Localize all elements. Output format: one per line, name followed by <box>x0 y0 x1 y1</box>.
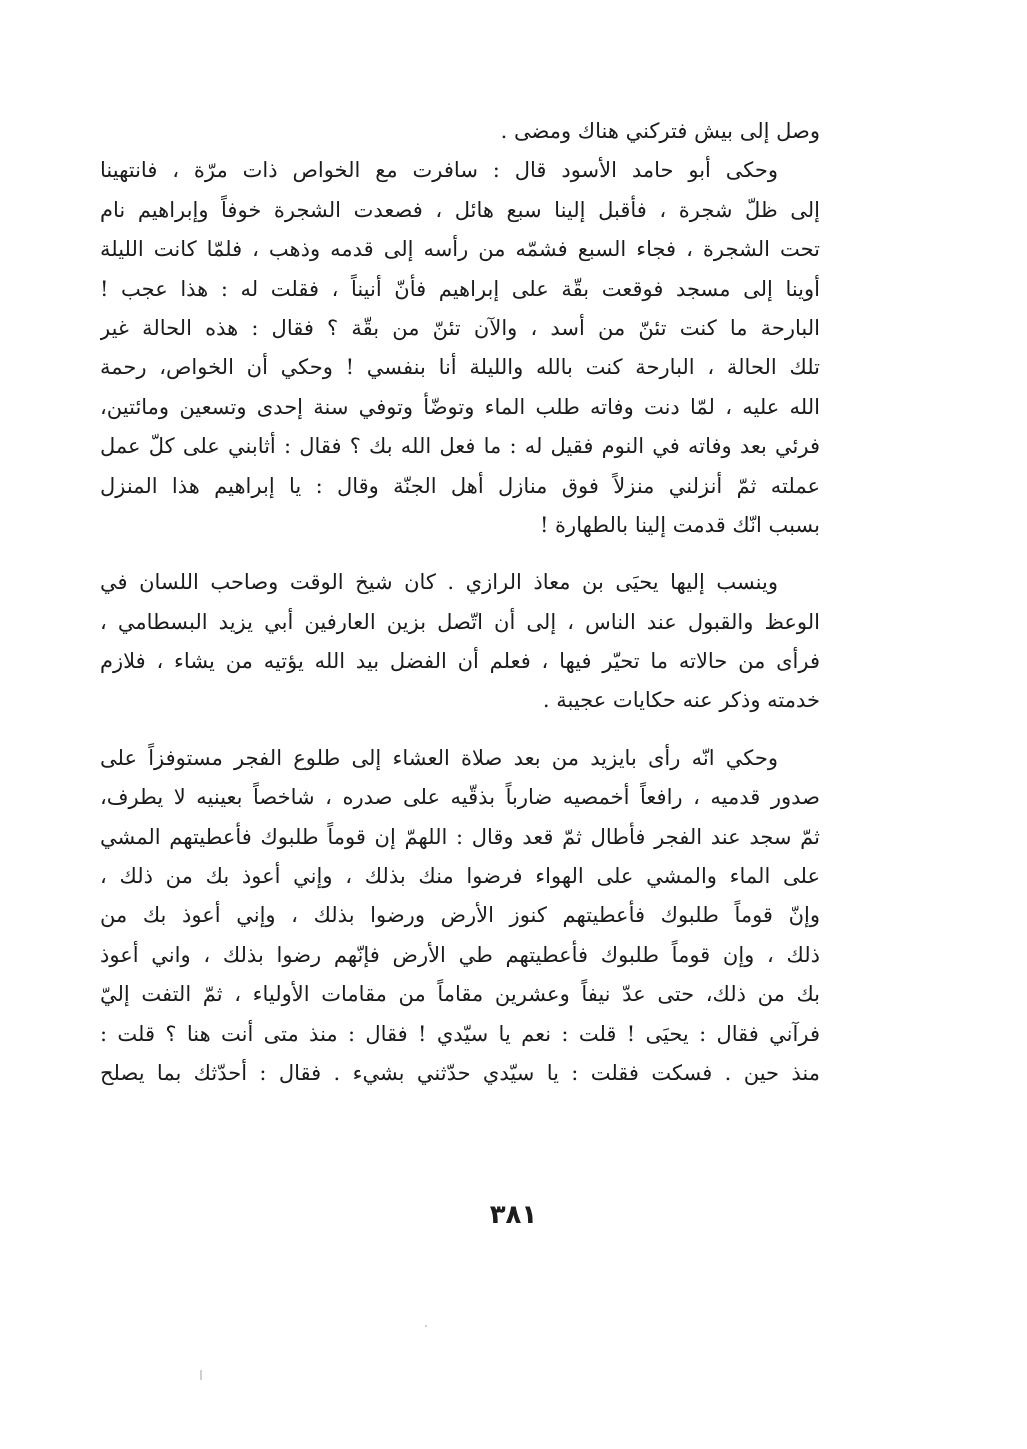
text-line: الوعظ والقبول عند الناس ، إلى أن اتّصل بزين العارفين أبي يزيد البسطامي ، <box>100 609 820 634</box>
text-line: وإنّ قوماً طلبوك فأعطيتهم كنوز الأرض ورضوا بذلك ، وإني أعوذ بك من <box>100 903 820 928</box>
text-line: تلك الحالة ، البارحة كنت بالله والليلة أنا بنفسي ! وحكي أن الخواص، رحمة <box>100 355 820 380</box>
text-line: خدمته وذكر عنه حكايات عجيبة . <box>542 688 820 713</box>
text-line: عملته ثمّ أنزلني منزلاً فوق منازل أهل الجنّة وقال : يا إبراهيم هذا المنزل <box>100 473 820 498</box>
paragraph-gap <box>100 545 820 563</box>
text-line: ثمّ سجد عند الفجر فأطال ثمّ قعد وقال : اللهمّ إن قوماً طلبوك فأعطيتهم المشي <box>100 824 820 849</box>
text-line: تحت الشجرة ، فجاء السبع فشمّه من رأسه إلى قدمه وذهب ، فلمّا كانت الليلة <box>100 237 820 262</box>
text-line: وحكي انّه رأى بايزيد من بعد صلاة العشاء إلى طلوع الفجر مستوفزاً على <box>100 745 778 770</box>
text-line: منذ حين . فسكت فقلت : يا سيّدي حدّثني بشيء . فقال : أحدّثك بما يصلح <box>100 1060 820 1085</box>
text-line: بسبب انّك قدمت إلينا بالطهارة ! <box>539 512 820 537</box>
text-line: إلى ظلّ شجرة ، فأقبل إلينا سبع هائل ، فصعدت الشجرة خوفاً وإبراهيم نام <box>100 197 820 222</box>
body-text <box>100 112 820 1093</box>
text-line: فرئي بعد وفاته في النوم فقيل له : ما فعل الله بك ؟ فقال : أثابني على كلّ عمل <box>100 434 820 459</box>
paragraph-gap <box>100 721 820 739</box>
text-line: وصل إلى بيش فتركني هناك ومضى . <box>500 119 820 143</box>
text-line: وينسب إليها يحيَى بن معاذ الرازي . كان شيخ الوقت وصاحب اللسان في <box>100 570 778 595</box>
text-line: بك من ذلك، حتى عدّ نيفاً وعشرين مقاماً من مقامات الأولياء ، ثمّ التفت إليّ <box>100 982 820 1007</box>
scan-speck <box>200 1370 202 1380</box>
text-line: صدور قدميه ، رافعاً أخمصيه ضارباً بذقّيه على صدره ، شاخصاً بعينيه لا يطرف، <box>100 785 820 810</box>
page-number: ٣٨١ <box>489 1200 538 1230</box>
text-line: الله عليه ، لمّا دنت وفاته طلب الماء وتوضّأ وتوفي سنة إحدى وتسعين ومائتين، <box>100 394 820 419</box>
text-line: البارحة ما كنت تئنّ من أسد ، والآن تئنّ من بقّة ؟ فقال : هذه الحالة غير <box>100 315 820 340</box>
scan-speck <box>425 1325 427 1327</box>
text-line: وحكى أبو حامد الأسود قال : سافرت مع الخواص ذات مرّة ، فانتهينا <box>100 158 778 183</box>
text-line: ذلك ، وإن قوماً طلبوك فأعطيتهم طي الأرض فإنّهم رضوا بذلك ، واني أعوذ <box>100 942 820 967</box>
text-line: أوينا إلى مسجد فوقعت بقّة على إبراهيم فأنّ أنيناً ، فقلت له : هذا عجب ! <box>100 276 820 301</box>
text-line: فرأى من حالاته ما تحيّر فيها ، فعلم أن الفضل بيد الله يؤتيه من يشاء ، فلازم <box>100 649 820 674</box>
text-line: على الماء والمشي على الهواء فرضوا منك بذلك ، وإني أعوذ بك من ذلك ، <box>100 864 820 889</box>
text-line: فرآني فقال : يحيَى ! قلت : نعم يا سيّدي ! فقال : منذ متى أنت هنا ؟ قلت : <box>100 1021 820 1046</box>
